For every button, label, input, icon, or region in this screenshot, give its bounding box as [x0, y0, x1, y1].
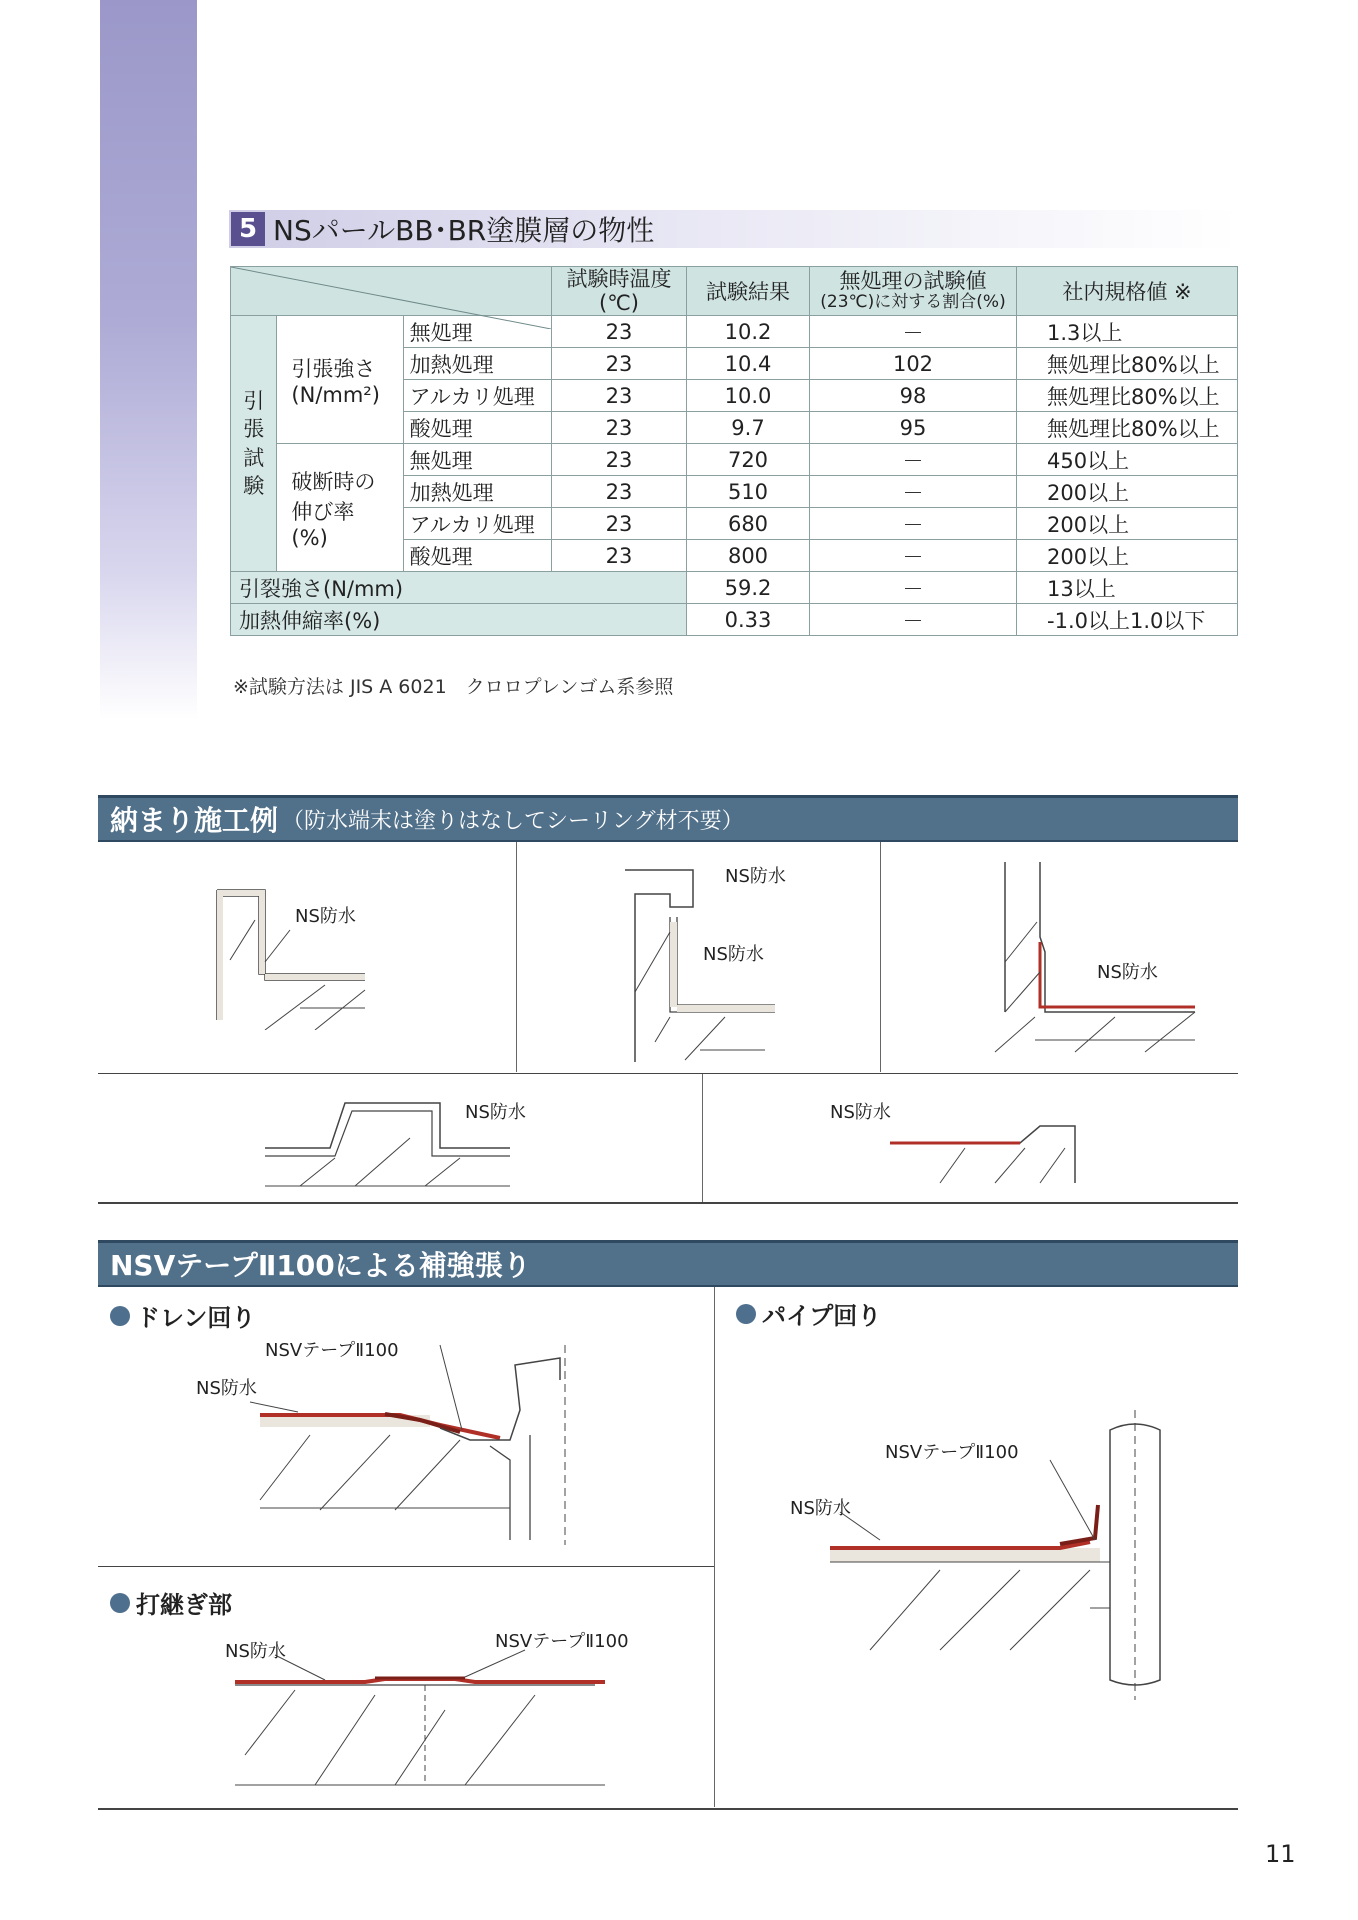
vertical-label-tensile [231, 316, 277, 572]
osamari-title: 納まり施工例 [110, 804, 279, 837]
vlabel-char: 験 [243, 474, 265, 499]
cell-tear-label: 引裂強さ(N/mm) [231, 572, 687, 604]
group-label-line: 伸び率 [291, 499, 355, 524]
header-temp-line1: 試験時温度 [566, 267, 672, 291]
cell-result: 10.4 [687, 348, 810, 380]
cell-standard: 無処理比80%以上 [1017, 412, 1238, 444]
subhead-joint [110, 1585, 232, 1620]
cell-temp: 23 [552, 348, 687, 380]
bullet-icon [110, 1593, 130, 1613]
section-title: NSパールBB･BR塗膜層の物性 [273, 214, 655, 247]
cell-temp: 23 [552, 412, 687, 444]
header-ratio-line1: 無処理の試験値 [839, 269, 987, 294]
osamari-section-bar [98, 795, 1238, 842]
header-standard: 社内規格値 ※ [1017, 267, 1238, 316]
group-label-line: (%) [291, 525, 328, 550]
cell-standard: 200以上 [1017, 476, 1238, 508]
detail-diagram-step [260, 1098, 530, 1188]
vlabel-char: 張 [243, 417, 265, 442]
cell-standard: 無処理比80%以上 [1017, 348, 1238, 380]
cell-standard: 450以上 [1017, 444, 1238, 476]
cell-ratio: － [810, 476, 1017, 508]
cell-result: 800 [687, 540, 810, 572]
vlabel-char: 引 [243, 389, 265, 414]
cell-result: 10.0 [687, 380, 810, 412]
cell-temp: 23 [552, 380, 687, 412]
label-nsv-tape: NSVテープⅡ100 [495, 1631, 629, 1652]
divider [516, 842, 517, 1072]
cell-temp: 23 [552, 540, 687, 572]
divider [98, 1073, 1238, 1074]
cell-sub: アルカリ処理 [403, 508, 551, 540]
side-color-band [100, 0, 197, 720]
cell-sub: 加熱処理 [403, 476, 551, 508]
diagonal-line [231, 267, 551, 329]
cell-result: 510 [687, 476, 810, 508]
divider [702, 1074, 703, 1202]
cell-sub: アルカリ処理 [403, 380, 551, 412]
cell-result: 0.33 [687, 604, 810, 636]
cell-result: 720 [687, 444, 810, 476]
table-row [231, 604, 1238, 636]
subhead-pipe [736, 1296, 881, 1331]
group-tensile-strength [277, 316, 403, 444]
joint-diagram [215, 1625, 629, 1795]
cell-ratio: － [810, 604, 1017, 636]
pipe-diagram [790, 1410, 1170, 1700]
cell-standard: 200以上 [1017, 540, 1238, 572]
page-number: 11 [1265, 1840, 1296, 1868]
table-row [231, 444, 1238, 476]
cell-ratio: － [810, 508, 1017, 540]
group-elongation [277, 444, 403, 572]
label-ns-waterproof: NS防水 [830, 1102, 891, 1123]
cell-standard: 200以上 [1017, 508, 1238, 540]
label-ns-waterproof: NS防水 [465, 1102, 526, 1123]
wall-drawing [955, 862, 1205, 1062]
cell-sub: 無処理 [403, 444, 551, 476]
subhead-drain [110, 1298, 255, 1333]
subhead-joint-label: 打継ぎ部 [136, 1591, 232, 1619]
label-ns-waterproof: NS防水 [790, 1498, 851, 1519]
cell-ratio: 98 [810, 380, 1017, 412]
cell-result: 10.2 [687, 316, 810, 348]
osamari-subtitle: （防水端末は塗りはなしてシーリング材不要） [282, 808, 744, 834]
vlabel-char: 試 [243, 445, 265, 470]
detail-diagram-wall [955, 862, 1205, 1062]
label-ns-waterproof: NS防水 [1097, 962, 1158, 983]
detail-diagram-parapet [205, 880, 375, 1030]
tape-section-bar [98, 1240, 1238, 1287]
cell-ratio: 102 [810, 348, 1017, 380]
section-number-badge: 5 [231, 212, 265, 246]
table-row [231, 572, 1238, 604]
cell-ratio: 95 [810, 412, 1017, 444]
cell-result: 9.7 [687, 412, 810, 444]
bullet-icon [736, 1304, 756, 1324]
label-ns-waterproof: NS防水 [703, 944, 764, 965]
header-temp-line2: (℃) [599, 291, 639, 316]
subhead-drain-label: ドレン回り [136, 1304, 256, 1332]
group-label-line: 破断時の [291, 469, 376, 494]
section-5-heading [229, 210, 1239, 248]
cell-standard: 1.3以上 [1017, 316, 1238, 348]
divider [98, 1202, 1238, 1204]
group-label-line: 引張強さ [291, 356, 376, 381]
divider [98, 1808, 1238, 1810]
cell-ratio: － [810, 540, 1017, 572]
label-ns-waterproof: NS防水 [295, 906, 356, 927]
subhead-pipe-label: パイプ回り [762, 1302, 882, 1330]
drain-drawing [190, 1340, 590, 1550]
cell-temp: 23 [552, 476, 687, 508]
table-footnote: ※試験方法は JIS A 6021 クロロプレンゴム系参照 [233, 676, 674, 698]
detail-diagram-coping [615, 862, 790, 1062]
tape-section-title: NSVテープⅡ100による補強張り [110, 1249, 531, 1282]
detail-diagram-edge [830, 1098, 1080, 1188]
label-ns-waterproof: NS防水 [725, 866, 786, 887]
properties-table [230, 266, 1238, 636]
cell-ratio: － [810, 444, 1017, 476]
bullet-icon [110, 1306, 130, 1326]
header-result: 試験結果 [687, 267, 810, 316]
cell-ratio: － [810, 572, 1017, 604]
table-header-row [231, 267, 1238, 316]
header-ratio [810, 267, 1017, 316]
cell-temp: 23 [552, 444, 687, 476]
cell-ratio: － [810, 316, 1017, 348]
divider [98, 1566, 714, 1567]
cell-temp: 23 [552, 508, 687, 540]
cell-temp: 23 [552, 316, 687, 348]
cell-sub: 酸処理 [403, 412, 551, 444]
cell-standard: 13以上 [1017, 572, 1238, 604]
drain-diagram [190, 1340, 590, 1550]
divider [880, 842, 881, 1072]
header-ratio-line2: (23℃)に対する割合(%) [820, 292, 1006, 313]
cell-standard: -1.0以上1.0以下 [1017, 604, 1238, 636]
cell-sub: 酸処理 [403, 540, 551, 572]
group-label-line: (N/mm²) [291, 382, 380, 407]
label-ns-waterproof: NS防水 [225, 1641, 286, 1662]
cell-heat-label: 加熱伸縮率(%) [231, 604, 687, 636]
label-nsv-tape: NSVテープⅡ100 [885, 1442, 1019, 1463]
header-diagonal-cell [231, 267, 552, 316]
cell-standard: 無処理比80%以上 [1017, 380, 1238, 412]
label-ns-waterproof: NS防水 [196, 1378, 257, 1399]
cell-sub: 無処理 [403, 316, 551, 348]
cell-result: 680 [687, 508, 810, 540]
cell-sub: 加熱処理 [403, 348, 551, 380]
header-temp [552, 267, 687, 316]
label-nsv-tape: NSVテープⅡ100 [265, 1340, 399, 1361]
cell-result: 59.2 [687, 572, 810, 604]
divider [714, 1287, 715, 1807]
